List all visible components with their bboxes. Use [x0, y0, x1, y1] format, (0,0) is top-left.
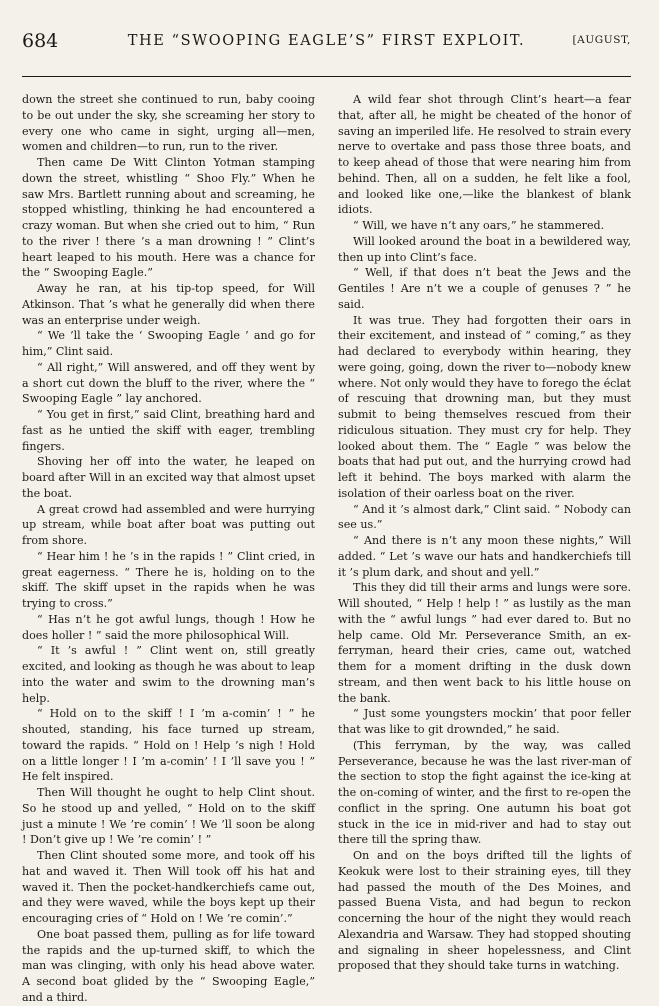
page-number: 684 — [22, 30, 59, 52]
paragraph: Will looked around the boat in a bewildered way, then up into Clint’s face. — [338, 234, 631, 264]
paragraph: This they did till their arms and lungs were sore. Will shouted, “ Help ! help ! ” as lustily as the man with the “ awful lungs ” had ever dared to. But no help came. Old Mr. Perseverance Smith, an ex-ferryman, heard their cries, came out, watched them for a moment drifting in the dusk down stream, and then went back to his little house on the bank. — [338, 581, 631, 705]
paragraph: “ And there is n’t any moon these nights,” Will added. “ Let ’s wave our hats and handkerchiefs till it ’s plum dark, and shout and yell.” — [338, 534, 631, 579]
paragraph: A great crowd had assembled and were hurrying up stream, while boat after boat was putting out from shore. — [22, 502, 315, 547]
paragraph: “ Just some youngsters mockin’ that poor feller that was like to git drownded,” he said. — [338, 707, 631, 736]
paragraph: A wild fear shot through Clint’s heart—a fear that, after all, he might be cheated of the honor of saving an imperiled life. He resolved to strain every nerve to overtake and pass those three boats, and to keep ahead of those that were nearing him from behind. Then, all on a sudden, he felt like a fool, and looked like one,—like the blankest of blank idiots. — [338, 93, 631, 217]
paragraph: Then Clint shouted some more, and took off his hat and waved it. Then Will took off his hat and waved it. Then the pocket-handkerchiefs came out, and they were waved, while the boys kept up their encouraging cries of “ Hold on ! We ’re comin’.” — [22, 849, 315, 925]
paragraph: “ Has n’t he got awful lungs, though ! How he does holler ! ” said the more philosophical Will. — [22, 612, 315, 642]
paragraph: It was true. They had forgotten their oars in their excitement, and instead of “ coming,” as they had declared to everybody within hearing, they were going, going, down the river to—nobody knew where. Not only would they have to forego the éclat of rescuing that drowning man, but they must submit to being themselves rescued from their ridiculous situation. They must cry for help. They looked about them. The “ Eagle ” was below the boats that had put out, and the hurrying crowd had left it behind. The boys marked with alarm the isolation of their oarless boat on the river. — [338, 313, 631, 500]
paragraph: “ And it ’s almost dark,” Clint said. “ Nobody can see us.” — [338, 502, 631, 532]
paragraph: Then came De Witt Clinton Yotman stamping down the street, whistling “ Shoo Fly.” When he saw Mrs. Bartlett running about and screaming, he stopped whistling, thinking he had encountered a crazy woman. But when she cried out to him, “ Run to the river ! there ’s a man drowning ! ” Clint’s heart leaped to his mouth. Here was a chance for the “ Swooping Eagle.” — [22, 156, 315, 280]
paragraph: One boat passed them, pulling as for life toward the rapids and the up-turned skiff, to which the man was clinging, with only his head above water. A second boat glided by the “ Swooping Eagle,” and a third. — [22, 927, 315, 1004]
paragraph: On and on the boys drifted till the lights of Keokuk were lost to their straining eyes, till they had passed the mouth of the Des Moines, and passed Buena Vista, and had begun to reckon concerning the hour of the night they would reach Alexandria and Warsaw. They had stopped shouting and signaling in sheer hopelessness, and Clint proposed that they should take turns in watching. — [338, 849, 631, 973]
paragraph: “ Hear him ! he ’s in the rapids ! ” Clint cried, in great eagerness. “ There he is, holding on to the skiff. The skiff upset in the rapids when he was trying to cross.” — [22, 549, 315, 610]
paragraph: “ We ’ll take the ‘ Swooping Eagle ’ and go for him,” Clint said. — [22, 329, 315, 358]
right-column — [338, 92, 631, 1006]
text-columns — [22, 92, 631, 1006]
paragraph: Then Will thought he ought to help Clint shout. So he stood up and yelled, “ Hold on to the skiff just a minute ! We ’re comin’ ! We ’ll soon be along ! Don’t give up ! We ’re comin’ ! ” — [22, 786, 315, 847]
left-column — [22, 92, 315, 1006]
paragraph: “ Well, if that does n’t beat the Jews and the Gentiles ! Are n’t we a couple of genuses ? ” he said. — [338, 266, 631, 311]
running-header — [22, 30, 631, 56]
running-title: THE “SWOOPING EAGLE’S” FIRST EXPLOIT. — [127, 33, 526, 49]
header-rule — [22, 76, 631, 77]
paragraph: Shoving her off into the water, he leaped on board after Will in an excited way that almost upset the boat. — [22, 455, 315, 500]
paragraph: “ Hold on to the skiff ! I ’m a-comin’ ! ” he shouted, standing, his face turned up stream, toward the rapids. “ Hold on ! Help ’s nigh ! Hold on a little longer ! I ’m a-comin’ ! I ’ll save you ! ” He felt inspired. — [22, 707, 315, 784]
paragraph: Away he ran, at his tip-top speed, for Will Atkinson. That ’s what he generally did when there was an enterprise under weigh. — [22, 282, 315, 327]
paragraph: down the street she continued to run, baby cooing to be out under the sky, she screaming her story to every one who came in sight, urging all—men, women and children—to run, run to the river. — [22, 93, 315, 154]
paragraph: “ Will, we have n’t any oars,” he stammered. — [353, 219, 605, 232]
paragraph: “ You get in first,” said Clint, breathing hard and fast as he untied the skiff with eager, trembling fingers. — [22, 408, 315, 453]
paragraph: (This ferryman, by the way, was called Perseverance, because he was the last river-man of the section to stop the fight against the ice-king at the on-coming of winter, and the first to re-open the conflict in the spring. One autumn his boat got stuck in the ice in mid-river and had to stay out there till the spring thaw. — [338, 738, 631, 847]
paragraph: “ All right,” Will answered, and off they went by a short cut down the bluff to the river, where the “ Swooping Eagle ” lay anchored. — [22, 360, 315, 406]
paragraph: “ It ’s awful ! ” Clint went on, still greatly excited, and looking as though he was about to leap into the water and swim to the drowning man’s help. — [22, 644, 315, 705]
issue-month: [AUGUST, — [572, 34, 631, 46]
